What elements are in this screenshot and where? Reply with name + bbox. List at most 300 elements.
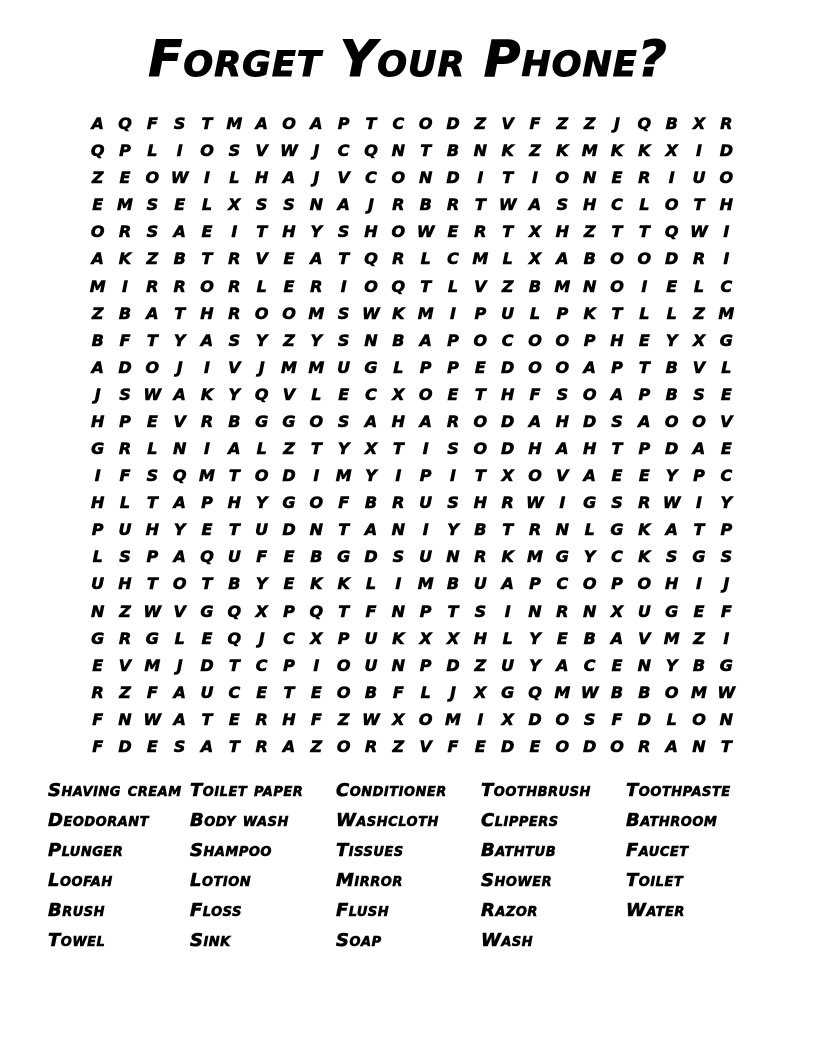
grid-letter: A	[173, 709, 186, 729]
word-list-item: Clippers	[481, 810, 559, 831]
grid-letter: H	[473, 493, 488, 513]
grid-letter: S	[392, 547, 405, 567]
grid-letter: I	[532, 168, 538, 188]
grid-letter: N	[309, 520, 324, 540]
word-list-item: Shaving cream	[48, 780, 182, 801]
grid-letter: F	[92, 736, 104, 756]
grid-letter: T	[228, 655, 240, 675]
grid-letter: O	[473, 330, 488, 350]
grid-letter: T	[474, 466, 486, 486]
grid-letter: W	[170, 168, 189, 188]
grid-letter: E	[338, 384, 350, 404]
grid-letter: E	[310, 682, 322, 702]
grid-letter: H	[555, 222, 570, 242]
grid-letter: V	[474, 276, 487, 296]
grid-letter: S	[337, 222, 350, 242]
grid-letter: E	[201, 628, 213, 648]
grid-letter: N	[90, 601, 105, 621]
grid-letter: B	[665, 357, 678, 377]
grid-letter: R	[118, 628, 132, 648]
grid-letter: L	[256, 276, 267, 296]
grid-letter: O	[336, 682, 351, 702]
grid-letter: Q	[254, 384, 269, 404]
grid-letter: D	[665, 249, 679, 269]
grid-letter: D	[282, 520, 296, 540]
grid-letter: K	[118, 249, 132, 269]
grid-letter: F	[611, 709, 623, 729]
grid-letter: Y	[228, 384, 241, 404]
grid-letter: S	[611, 411, 623, 431]
word-list-item: Toothbrush	[481, 780, 591, 801]
word-list-item: Loofah	[48, 870, 113, 891]
grid-letter: L	[92, 547, 103, 567]
grid-letter: Q	[391, 276, 406, 296]
grid-letter: F	[119, 330, 131, 350]
grid-letter: F	[529, 384, 541, 404]
grid-letter: H	[473, 628, 488, 648]
grid-letter: X	[419, 628, 432, 648]
grid-letter: A	[91, 114, 104, 134]
grid-letter: T	[228, 736, 240, 756]
grid-letter: S	[255, 195, 268, 215]
grid-letter: W	[498, 195, 517, 215]
grid-letter: E	[611, 466, 623, 486]
grid-letter: T	[146, 330, 158, 350]
grid-letter: N	[555, 520, 570, 540]
grid-letter: K	[501, 141, 514, 161]
word-list-column	[336, 776, 481, 956]
grid-letter: O	[528, 330, 542, 350]
grid-letter: D	[200, 655, 214, 675]
grid-letter: R	[528, 520, 542, 540]
grid-letter: E	[720, 439, 732, 459]
grid-letter: U	[501, 303, 515, 323]
grid-letter: A	[638, 411, 651, 431]
grid-letter: R	[91, 682, 104, 702]
grid-letter: S	[474, 601, 487, 621]
grid-letter: A	[173, 493, 186, 513]
grid-letter: A	[91, 357, 104, 377]
grid-letter: Z	[119, 682, 131, 702]
grid-letter: O	[309, 493, 324, 513]
grid-letter: M	[117, 195, 133, 215]
grid-letter: O	[610, 736, 624, 756]
grid-letter: A	[419, 411, 432, 431]
grid-letter: Z	[91, 303, 104, 323]
grid-letter: G	[255, 411, 269, 431]
grid-letter: P	[337, 628, 350, 648]
grid-letter: Y	[447, 520, 459, 540]
grid-letter: T	[502, 222, 514, 242]
grid-letter: O	[637, 249, 652, 269]
grid-letter: O	[582, 384, 597, 404]
grid-letter: X	[501, 466, 514, 486]
grid-letter: M	[226, 114, 243, 134]
grid-letter: H	[555, 411, 570, 431]
grid-letter: I	[340, 276, 347, 296]
grid-letter: I	[176, 141, 183, 161]
grid-letter: Z	[583, 222, 596, 242]
grid-letter: S	[611, 493, 623, 513]
grid-letter: O	[555, 736, 570, 756]
grid-letter: P	[638, 384, 651, 404]
grid-letter: T	[447, 601, 459, 621]
grid-letter: M	[281, 357, 297, 377]
grid-letter: R	[255, 709, 268, 729]
grid-letter: D	[282, 466, 296, 486]
grid-letter: E	[201, 520, 213, 540]
grid-letter: P	[119, 141, 131, 161]
grid-letter: E	[556, 628, 568, 648]
grid-letter: E	[92, 195, 104, 215]
grid-letter: A	[556, 655, 569, 675]
word-list-item: Floss	[190, 900, 242, 921]
grid-letter: N	[418, 168, 433, 188]
grid-letter: V	[255, 141, 268, 161]
grid-letter: D	[665, 439, 679, 459]
grid-letter: Z	[556, 114, 569, 134]
grid-letter: B	[364, 682, 378, 702]
grid-letter: B	[638, 682, 651, 702]
grid-letter: V	[255, 249, 268, 269]
grid-letter: R	[446, 411, 460, 431]
grid-letter: G	[692, 547, 706, 567]
grid-letter: G	[501, 682, 515, 702]
grid-letter: E	[283, 574, 295, 594]
grid-letter: J	[176, 655, 183, 675]
grid-letter: Y	[337, 439, 350, 459]
grid-letter: O	[664, 195, 679, 215]
grid-letter: H	[364, 222, 378, 242]
grid-letter: X	[446, 628, 460, 648]
grid-letter: E	[201, 222, 213, 242]
grid-letter: R	[501, 493, 514, 513]
grid-letter: V	[337, 168, 350, 188]
word-list-item: Wash	[481, 930, 534, 951]
grid-letter: J	[258, 628, 265, 648]
grid-letter: K	[583, 303, 596, 323]
grid-letter: A	[146, 303, 159, 323]
grid-letter: C	[720, 276, 733, 296]
grid-letter: N	[391, 601, 406, 621]
grid-letter: L	[666, 709, 677, 729]
grid-letter: U	[473, 574, 487, 594]
grid-letter: Q	[227, 601, 242, 621]
grid-letter: R	[638, 493, 651, 513]
grid-letter: X	[692, 114, 706, 134]
word-list-item: Sink	[190, 930, 231, 951]
word-list-item: Tissues	[336, 840, 404, 861]
grid-letter: Q	[172, 466, 187, 486]
grid-letter: U	[501, 655, 515, 675]
grid-letter: T	[228, 520, 240, 540]
grid-letter: V	[501, 114, 514, 134]
grid-letter: M	[554, 276, 571, 296]
word-list-item: Soap	[336, 930, 382, 951]
grid-letter: E	[119, 168, 131, 188]
grid-letter: T	[611, 439, 623, 459]
grid-letter: N	[364, 330, 378, 350]
grid-letter: W	[362, 709, 380, 729]
grid-letter: O	[418, 709, 433, 729]
grid-letter: L	[174, 628, 185, 648]
grid-letter: O	[391, 222, 406, 242]
grid-letter: A	[501, 574, 514, 594]
grid-letter: I	[477, 168, 484, 188]
grid-letter: B	[228, 411, 241, 431]
grid-letter: A	[282, 736, 296, 756]
grid-letter: O	[664, 682, 679, 702]
grid-letter: O	[664, 411, 679, 431]
grid-letter: P	[529, 574, 541, 594]
grid-letter: M	[663, 628, 680, 648]
grid-letter: H	[200, 303, 214, 323]
grid-letter: Z	[146, 249, 159, 269]
grid-letter: K	[638, 141, 651, 161]
grid-letter: P	[419, 466, 432, 486]
grid-letter: I	[313, 655, 320, 675]
grid-letter: E	[256, 682, 268, 702]
grid-letter: D	[446, 655, 460, 675]
word-list-column	[626, 776, 774, 956]
grid-letter: M	[308, 303, 325, 323]
grid-letter: O	[172, 574, 187, 594]
grid-letter: Z	[337, 709, 350, 729]
grid-letter: Y	[310, 330, 323, 350]
grid-letter: M	[89, 276, 106, 296]
grid-letter: B	[665, 384, 678, 404]
word-list-item: Toothpaste	[626, 780, 731, 801]
grid-letter: I	[204, 168, 210, 188]
grid-letter: W	[580, 682, 599, 702]
grid-letter: O	[254, 466, 269, 486]
grid-letter: N	[172, 439, 187, 459]
word-list-item: Mirror	[336, 870, 403, 891]
grid-letter: O	[90, 222, 105, 242]
grid-letter: U	[637, 601, 651, 621]
grid-letter: D	[501, 411, 515, 431]
grid-letter: N	[637, 655, 652, 675]
grid-letter: X	[528, 249, 542, 269]
grid-letter: H	[90, 493, 105, 513]
grid-letter: D	[637, 709, 651, 729]
grid-letter: S	[173, 114, 186, 134]
grid-letter: T	[611, 303, 623, 323]
grid-letter: B	[610, 682, 624, 702]
grid-letter: B	[310, 547, 323, 567]
word-list-item: Lotion	[190, 870, 252, 891]
grid-letter: X	[528, 222, 542, 242]
grid-letter: W	[143, 601, 162, 621]
grid-letter: O	[555, 709, 570, 729]
grid-letter: M	[472, 249, 489, 269]
grid-letter: Y	[583, 547, 596, 567]
grid-letter: N	[391, 141, 406, 161]
grid-letter: N	[719, 709, 734, 729]
word-list-item: Deodorant	[48, 810, 150, 831]
grid-letter: F	[365, 601, 377, 621]
grid-letter: O	[418, 384, 433, 404]
grid-letter: T	[420, 276, 432, 296]
grid-letter: Q	[528, 682, 542, 702]
grid-letter: D	[501, 736, 515, 756]
grid-letter: R	[228, 249, 241, 269]
grid-letter: R	[392, 249, 405, 269]
grid-letter: W	[143, 709, 162, 729]
grid-letter: S	[119, 384, 131, 404]
grid-letter: Z	[693, 303, 705, 323]
grid-letter: W	[143, 384, 162, 404]
grid-letter: L	[447, 276, 459, 296]
grid-letter: A	[556, 249, 569, 269]
grid-letter: T	[146, 493, 158, 513]
grid-letter: U	[337, 357, 351, 377]
grid-letter: B	[419, 195, 432, 215]
grid-letter: R	[392, 195, 405, 215]
grid-letter: V	[118, 655, 132, 675]
grid-letter: P	[611, 357, 623, 377]
grid-letter: Z	[693, 628, 705, 648]
grid-letter: P	[201, 493, 213, 513]
grid-letter: X	[692, 330, 706, 350]
grid-letter: S	[447, 439, 459, 459]
grid-letter: U	[118, 520, 132, 540]
grid-letter: N	[692, 736, 706, 756]
grid-letter: J	[614, 114, 620, 134]
grid-letter: T	[338, 601, 350, 621]
grid-letter: E	[283, 547, 295, 567]
grid-letter: L	[420, 249, 431, 269]
grid-letter: A	[310, 114, 323, 134]
grid-letter: W	[690, 222, 708, 242]
grid-letter: A	[200, 330, 214, 350]
grid-letter: A	[173, 547, 186, 567]
grid-letter: R	[638, 736, 651, 756]
grid-letter: B	[665, 114, 678, 134]
grid-letter: G	[555, 547, 569, 567]
grid-letter: L	[229, 168, 240, 188]
grid-letter: B	[446, 141, 460, 161]
grid-letter: I	[395, 574, 402, 594]
grid-letter: Q	[118, 114, 132, 134]
grid-letter: M	[417, 303, 434, 323]
grid-letter: S	[337, 411, 350, 431]
grid-letter: G	[337, 547, 351, 567]
grid-letter: Y	[173, 330, 186, 350]
grid-letter: M	[417, 574, 434, 594]
grid-letter: A	[173, 222, 186, 242]
grid-letter: X	[364, 439, 378, 459]
grid-letter: H	[254, 168, 269, 188]
grid-letter: H	[391, 411, 406, 431]
grid-letter: Y	[665, 655, 678, 675]
grid-letter: H	[118, 574, 132, 594]
grid-letter: O	[418, 114, 433, 134]
grid-letter: W	[280, 141, 298, 161]
grid-letter: G	[145, 628, 159, 648]
grid-letter: E	[447, 384, 459, 404]
grid-letter: I	[696, 574, 702, 594]
grid-letter: Z	[529, 141, 541, 161]
grid-letter: H	[719, 195, 734, 215]
grid-letter: G	[364, 357, 378, 377]
grid-letter: T	[201, 709, 213, 729]
grid-letter: V	[173, 601, 186, 621]
grid-letter: S	[283, 195, 295, 215]
grid-letter: J	[313, 168, 320, 188]
grid-letter: A	[610, 384, 624, 404]
grid-letter: M	[718, 303, 735, 323]
grid-letter: N	[309, 195, 324, 215]
grid-letter: T	[720, 736, 732, 756]
grid-letter: S	[583, 709, 596, 729]
word-list-item: Bathtub	[481, 840, 557, 861]
grid-letter: O	[637, 574, 652, 594]
word-list-item: Shower	[481, 870, 553, 891]
grid-letter: S	[556, 195, 569, 215]
grid-letter: S	[720, 547, 733, 567]
grid-letter: O	[692, 411, 706, 431]
grid-letter: D	[118, 736, 132, 756]
grid-letter: L	[639, 303, 650, 323]
grid-letter: P	[91, 520, 104, 540]
grid-letter: E	[474, 736, 486, 756]
grid-letter: T	[693, 195, 705, 215]
grid-letter: E	[447, 222, 459, 242]
grid-letter: Y	[720, 493, 733, 513]
grid-letter: L	[529, 303, 541, 323]
grid-letter: U	[692, 168, 706, 188]
grid-letter: C	[337, 141, 350, 161]
word-list-item: Shampoo	[190, 840, 272, 861]
grid-letter: J	[94, 384, 101, 404]
grid-letter: A	[337, 195, 350, 215]
grid-letter: K	[501, 547, 514, 567]
grid-letter: P	[337, 114, 350, 134]
grid-letter: O	[582, 574, 597, 594]
grid-letter: D	[446, 168, 460, 188]
grid-letter: X	[392, 384, 405, 404]
grid-letter: C	[611, 547, 623, 567]
grid-letter: B	[583, 249, 596, 269]
grid-letter: F	[256, 547, 268, 567]
grid-letter: P	[474, 303, 487, 323]
grid-letter: R	[310, 276, 323, 296]
letter-grid	[84, 110, 740, 760]
grid-letter: B	[474, 520, 487, 540]
grid-letter: A	[583, 357, 596, 377]
grid-letter: T	[338, 520, 350, 540]
grid-letter: Z	[119, 601, 131, 621]
grid-letter: T	[502, 168, 514, 188]
grid-letter: B	[692, 655, 706, 675]
grid-letter: O	[282, 303, 296, 323]
grid-letter: R	[556, 601, 569, 621]
grid-letter: H	[282, 709, 296, 729]
grid-letter: R	[118, 439, 132, 459]
grid-letter: O	[473, 439, 488, 459]
grid-letter: Q	[227, 628, 242, 648]
grid-letter: M	[144, 655, 161, 675]
grid-letter: L	[119, 493, 131, 513]
grid-letter: L	[693, 276, 705, 296]
grid-letter: S	[447, 493, 459, 513]
grid-letter: I	[559, 493, 566, 513]
grid-letter: D	[501, 357, 515, 377]
grid-letter: L	[311, 384, 322, 404]
word-list-item: Washcloth	[336, 810, 439, 831]
grid-letter: G	[91, 439, 105, 459]
